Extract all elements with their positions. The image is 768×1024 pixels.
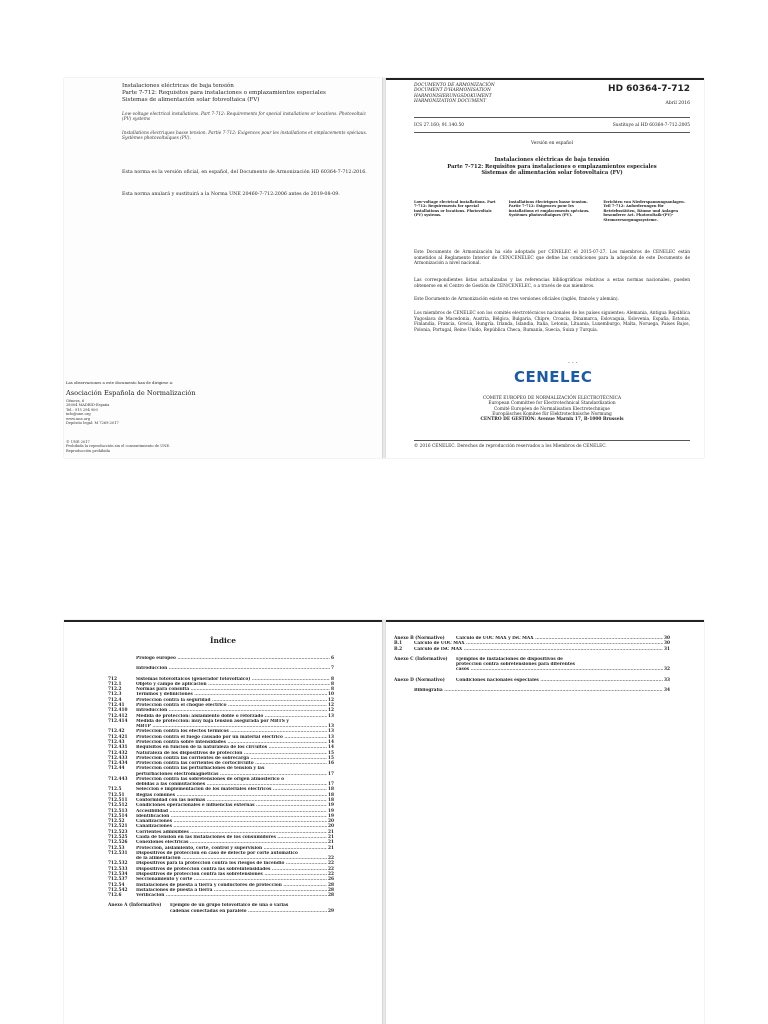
toc-entry-page: 30 [664,636,670,641]
index-title: Índice [209,636,236,645]
spanish-title-block [122,83,372,104]
toc-entry-title: Seccionamiento y corte ..... [136,877,327,882]
toc-entry-title: Conformidad con las normas ..... [136,798,327,803]
title-line: Sistemas de alimentación solar fotovoltaica (FV) [481,170,623,177]
divider [414,117,690,118]
toc-entry-title: Protección contra la seguridad ..... [136,698,327,703]
toc-entry-title: Ejemplos de instalaciones de dispositivos de [456,656,563,662]
toc-entry-title: MBTP ..... [136,724,327,729]
index-spread [64,620,704,1024]
committee-line: Europäisches Komitee für Elektrotechnische Normung [492,411,612,417]
toc-entry-page: 22 [328,871,334,877]
toc-entry-number: Anexo C (Informativo) [394,656,448,662]
toc-entry-number: 712.421 [108,734,128,740]
german-title: Errichten von Niederspannungsanlagen. Teil 7-712: Anforderungen für Betriebsstätten, Räume und Anlagen besonderer Art. Photovoltaik-(PV)-Stromversorgungssysteme. [603,200,685,222]
toc-entry-title: Conexiones eléctricas ..... [136,840,327,845]
toc-entry-number: 712.537 [108,877,128,883]
toc-entry-page: 8 [331,676,334,682]
committee-line: COMITÉ EUROPEO DE NORMALIZACIÓN ELECTROTÉCNICA [482,396,622,401]
toc-entry-page: 34 [664,687,670,693]
toc-entry-number [394,688,414,693]
toc-entry-number [108,666,136,671]
lists-paragraph: Las correspondientes listas actualizadas y las referencias bibliográficas relativas a estas normas nacionales, pueden obtenerse en el Centro de Gestión de CEN/CENELEC, o a través de sus miembros. [414,278,690,289]
toc-entry-number: 712.514 [108,813,128,819]
toc-entry-title: Dispositivos para la protección contra los riesgos de incendio ..... [136,861,327,866]
organization-name: Asociación Española de Normalización [66,389,196,397]
toc-entry[interactable] [394,667,670,672]
toc-entry-number: 712.542 [108,887,128,893]
toc-entry[interactable] [394,647,670,652]
toc-entry-page: 18 [328,792,334,798]
toc-entry-number: 712.526 [108,840,128,846]
toc-entry-page: 13 [328,713,334,719]
toc-entry-title: perturbaciones electromagnéticas ..... [136,772,327,777]
toc-entry[interactable] [394,678,670,683]
toc-entry-title: Objeto y campo de aplicación ..... [136,682,330,687]
toc-entry-number: 712.3 [108,692,122,698]
toc-entry-number: Anexo B (Normativo) [394,636,445,641]
address-line: Génova, 6 [66,399,85,403]
official-version-note: Esta norma es la versión oficial, en español, del Documento de Armonización HD 60364-7-712:2016. [122,170,367,175]
toc-entry-page: 31 [664,646,670,652]
header-rule [64,620,382,622]
toc-entry-number: 712.523 [108,829,128,835]
toc-entry-title: Cálculo de ISC MAX ..... [414,647,663,652]
toc-entry-page: 29 [328,908,334,914]
french-title: Installations électriques basse tension. Partie 7-712: Exigences pour les installations et emplacements spéciaux. Systèmes photovoltaïques (PV). [508,200,590,218]
toc-entry-number: Anexo A (Informativo) [108,903,162,909]
toc-entry-title: Dispositivos de protección contra las sobretensiones ..... [136,872,327,877]
toc-entry-title: Dispositivos de protección contra las sobreintensidades ..... [136,867,327,872]
title-line: Parte 7-712: Requisitos para instalaciones o emplazamientos especiales [447,163,657,170]
toc-entry-page: 28 [328,882,334,888]
toc-entry-page: 21 [328,845,334,851]
toc-entry-number: B.2 [394,646,403,652]
document-type: DOCUMENTO DE ARMONIZACIÓN [414,83,495,88]
toc-entry-title: Términos y definiciones ..... [136,692,327,697]
toc-entry-number: 712.53 [108,845,125,851]
toc-entry-title: Protección contra el fuego causado por un material eléctrico ..... [136,735,327,740]
toc-entry[interactable] [108,909,334,914]
toc-entry-number: 712.44 [108,766,125,772]
toc-entry-number: 712.412 [108,713,128,719]
toc-entry-page: 18 [328,798,334,804]
toc-entry-title: Identificación ..... [136,814,327,819]
toc-entry-title: Introducción ..... [136,666,330,671]
copyright-block [66,440,170,453]
toc-entry-number: 712.443 [108,776,128,782]
toc-entry-title: Sistemas fotovoltaicos (generador fotovoltaico) ..... [136,677,330,682]
toc-entry-number: 712.414 [108,718,128,724]
toc-entry-page: 15 [328,750,334,756]
toc-entry-page: 16 [328,761,334,767]
committee-line: Comité Européen de Normalisation Electrotechnique [494,406,610,412]
toc-entry-page: 22 [328,856,334,862]
toc-entry-number: 712.410 [108,708,128,714]
toc-entry-page: 26 [328,877,334,883]
toc-entry-page: 6 [331,656,334,661]
toc-entry-page: 22 [328,861,334,867]
address-line: Tel.: 915 294 900 [66,407,98,412]
toc-entry-page: 8 [331,687,334,693]
left-cover-page [64,78,382,458]
toc-entry-page: 15 [328,755,334,761]
versions-paragraph: Este Documento de Armonización existe en tres versiones oficiales (inglés, francés y alemán). [414,297,619,302]
toc-entry[interactable] [108,656,334,661]
document-type: HARMONIZATION DOCUMENT [414,99,487,105]
toc-entry-number [394,667,456,672]
toc-entry-number: 712.1 [108,681,122,687]
index-left-page [64,620,382,1024]
toc-entry-page: 22 [328,866,334,872]
cenelec-stars-icon: · · · [568,360,578,367]
address-line: 28004 MADRID-España [66,403,110,408]
divider [414,132,690,133]
supersedes-note: Esta norma anulará y sustituirá a la Norma UNE 20460-7-712:2006 antes de 2019-08-09. [122,192,340,197]
toc-entry-title: Ejemplo de un grupo fotovoltaico de una o varias [170,903,289,909]
toc-entry-title: Cálculo de UOC MAX y ISC MAX ..... [456,636,663,641]
toc-entry-page: 28 [328,893,334,899]
toc-entry-page: 17 [328,782,334,788]
english-title: Low-voltage electrical installations. Part 7-712: Requirements for special installations or locations. Photovoltaic (PV) systems. [414,200,496,218]
toc-entry-page: 19 [328,813,334,819]
title-line: Sistemas de alimentación solar fotovoltaica (FV) [122,97,260,103]
toc-entry[interactable] [108,893,334,898]
toc-entry-number: 712.521 [108,824,128,830]
table-of-contents [108,656,334,914]
toc-entry-title: Verificación ..... [136,893,327,898]
toc-entry-title: Introducción ..... [136,708,327,713]
english-title: Low-voltage electrical installations. Part 7-712: Requirements for special installations or locations. Photovoltaic (PV) systems [122,112,367,123]
toc-entry-title: Canalizaciones ..... [136,824,327,829]
french-title: Installations électriques basse tension. Partie 7-712: Exigences pour les installations et emplacements spéciaux. Systèmes photovoltaïques (PV). [122,131,368,142]
toc-entry-title: Prólogo europeo ..... [136,656,330,661]
toc-entry[interactable] [394,688,670,693]
toc-entry-title: Dispositivos de protección en caso de defecto por corte automático [136,850,298,856]
toc-entry-number: B.1 [394,641,403,647]
observations-note: Las observaciones a este documento han de dirigirse a: [66,380,174,385]
toc-entry-number: 712.533 [108,866,128,872]
adoption-paragraph: Este Documento de Armonización ha sido adoptado por CENELEC el 2015-07-27. Los miembros de CENELEC están sometidos al Reglamento Interior de CEN/CENELEC que define las condiciones para la adopción de este Documento de Armonización a nivel nacional. [414,250,690,267]
toc-entry-number: 712.52 [108,819,125,825]
address-line: Depósito legal: M 7269:2017 [66,421,119,426]
toc-entry-number: Anexo D (Normativo) [394,677,445,683]
toc-entry-number: 712.513 [108,808,128,814]
toc-entry-page: 30 [664,641,670,647]
toc-entry-number: 712.2 [108,687,122,693]
toc-entry-title: Selección e implementación de los materiales eléctricos ..... [136,787,327,792]
toc-entry-number: 712.41 [108,702,125,708]
toc-entry-page: 18 [328,787,334,793]
toc-entry-page: 12 [328,697,334,703]
toc-entry-title: Instalaciones de puesta a tierra y conductores de protección ..... [136,883,327,888]
toc-entry-title: Protección contra sobre intensidades ..... [136,740,327,745]
toc-entry-page: 14 [328,739,334,745]
copyright-notice: © 2016 CENELEC. Derechos de reproducción reservados a los Miembros de CENELEC. [414,444,607,449]
toc-entry-page: 19 [328,808,334,814]
organization-address [66,399,119,425]
document-type: HARMONISIERUNGSDOKUMENT [414,93,492,99]
toc-entry-title: Requisitos en función de la naturaleza de los circuitos ..... [136,745,327,750]
committee-line: European Committee for Electrotechnical Standardization [488,401,616,407]
toc-entry-number: 712.531 [108,850,128,856]
document-title [414,157,690,177]
address-line: info@une.org [66,412,91,417]
title-line: Instalaciones eléctricas de baja tensión [494,157,610,163]
header-rule [386,78,704,80]
toc-entry-page: 12 [328,702,334,708]
title-line: Instalaciones eléctricas de baja tensión [122,83,234,89]
members-paragraph: Los miembros de CENELEC son los comités electrotécnicos nacionales de los países siguientes: Alemania, Antigua República Yugoslava de Macedonia, Austria, Bélgica, Bulgaria, Chipre, Croacia, Dinamarca, Eslovaquia, Eslovenia, España, Estonia, Finlandia, Francia, Grecia, Hungría, Irlanda, Islandia, Italia, Letonia, Lituania, Luxemburgo, Malta, Noruega, Países Bajos, Polonia, Portugal, Reino Unido, República Checa, Rumanía, Suecia, Suiza y Turquía. [414,311,690,333]
toc-entry-title: Medida de protección: aislamiento doble o reforzado ..... [136,714,327,719]
toc-entry-number: 712.534 [108,871,128,877]
toc-entry-number: 712.6 [108,893,122,899]
toc-entry-title: Canalizaciones ..... [136,819,327,824]
toc-entry-page: 21 [328,829,334,835]
cenelec-logo: CENELEC [514,368,593,386]
toc-entry-title: protección contra sobretensiones para diferentes [456,662,575,668]
toc-entry-page: 13 [328,729,334,735]
toc-entry-title: de la alimentación ..... [136,856,327,861]
toc-entry-page: 13 [328,734,334,740]
toc-entry-title: Protección contra el choque eléctrico ..... [136,703,327,708]
document-number: HD 60364-7-712 [608,84,690,94]
copyright-line: © UNE 2017 [66,440,90,444]
document-type-list [414,83,495,105]
toc-entry-number: 712.43 [108,739,125,745]
toc-entry-title: Protección contra las corrientes de cortocircuito ..... [136,761,327,766]
toc-entry-title: Accesibilidad ..... [136,809,327,814]
address-line: www.une.org [66,416,91,421]
toc-entry-title: Condiciones operacionales e influencias externas ..... [136,803,327,808]
toc-entry-title: Medida de protección: muy baja tensión asegurada por MBTS y [136,718,289,724]
toc-entry[interactable] [108,666,334,671]
publication-date: Abril 2016 [665,101,690,106]
toc-entry-title: Cálculo de UOC MAX ..... [414,641,663,646]
toc-entry-page: 12 [328,708,334,714]
copyright-line: Reproducción prohibida [66,448,110,453]
right-title-page [386,78,704,458]
toc-entry-page: 20 [328,819,334,825]
toc-entry-number [108,909,170,914]
toc-entry-title: Normas para consulta ..... [136,687,330,692]
committee-line: CENTRO DE GESTIÓN: Avenue Marnix 17, B-1000 Brussels [480,417,624,423]
toc-entry-page: 14 [328,745,334,751]
document-type: DOCUMENT D'HARMONISATION [414,88,491,94]
toc-entry-page: 33 [664,677,670,683]
toc-entry-page: 7 [331,666,334,672]
toc-entry-number: 712.431 [108,745,128,751]
copyright-line: Prohibida la reproducción sin el consentimiento de UNE. [66,444,171,449]
toc-entry-page: 21 [328,840,334,846]
toc-entry-number: 712.433 [108,755,128,761]
toc-entry-page: 21 [328,835,334,840]
toc-entry-number: 712.5 [108,787,122,793]
toc-entry-page: 20 [328,824,334,830]
toc-entry-title: debidas a las conmutaciones ..... [136,782,327,787]
divider [414,440,690,441]
toc-entry-title: Protección contra las perturbaciones de tensión y las [136,766,265,772]
toc-entry-number: 712 [108,676,117,682]
toc-entry-title: Reglas comunes ..... [136,793,327,798]
toc-entry-title: Caída de tensión en las instalaciones de los consumidores ..... [136,835,327,840]
toc-entry-title: Corrientes admisibles ..... [136,830,327,835]
version-label: Versión en español [531,141,573,146]
toc-entry-title: Protección contra las corrientes de sobrecarga ..... [136,756,327,761]
toc-entry-number: 712.42 [108,729,125,735]
toc-entry-title: Condiciones nacionales especiales ..... [456,678,663,683]
toc-entry-title: Protección contra los efectos térmicos ..... [136,729,327,734]
toc-entry-number: 712.54 [108,882,125,888]
toc-entry-number: 712.512 [108,803,128,809]
toc-entry-number: 712.525 [108,835,128,840]
toc-entry-page: 8 [331,681,334,687]
toc-entry-page: 19 [328,803,334,809]
toc-entry-page: 28 [328,887,334,893]
toc-entry-title: casos ..... [456,667,663,672]
toc-entry-number: 712.532 [108,861,128,867]
toc-entry-page: 13 [328,724,334,730]
table-of-contents-continued [394,636,670,693]
header-rule [386,620,704,622]
toc-entry-page: 17 [328,771,334,777]
toc-entry-page: 10 [328,692,334,698]
toc-entry-number: 712.4 [108,697,122,703]
toc-entry-title: Bibliografía ..... [414,688,663,693]
committee-block [414,396,690,422]
toc-entry-title: Protección contra las sobretensiones de origen atmosférico o [136,776,284,782]
toc-entry-title: Naturaleza de los dispositivos de protección ..... [136,751,327,756]
supersedes-label: Sustituye al HD 60364-7-712:2005 [612,123,690,128]
toc-entry-number: 712.434 [108,761,128,767]
toc-entry-title: Protección, aislamiento, corte, control y supervisión ..... [136,846,327,851]
toc-entry-title: cadenas conectadas en paralelo ..... [170,909,327,914]
front-matter-spread [64,78,704,458]
ics-code: ICS 27.160; 91.140.50 [414,123,465,128]
toc-entry-title: Instalaciones de puesta a tierra ..... [136,888,327,893]
index-right-page [386,620,704,1024]
toc-entry-number: 712.511 [108,798,128,804]
translated-titles [414,200,690,222]
toc-entry-number: 712.51 [108,792,125,798]
toc-entry-page: 32 [664,667,670,673]
toc-entry-number: 712.432 [108,750,128,756]
title-line: Parte 7-712: Requisitos para instalaciones o emplazamientos especiales [122,90,326,96]
toc-entry-number [108,656,136,661]
